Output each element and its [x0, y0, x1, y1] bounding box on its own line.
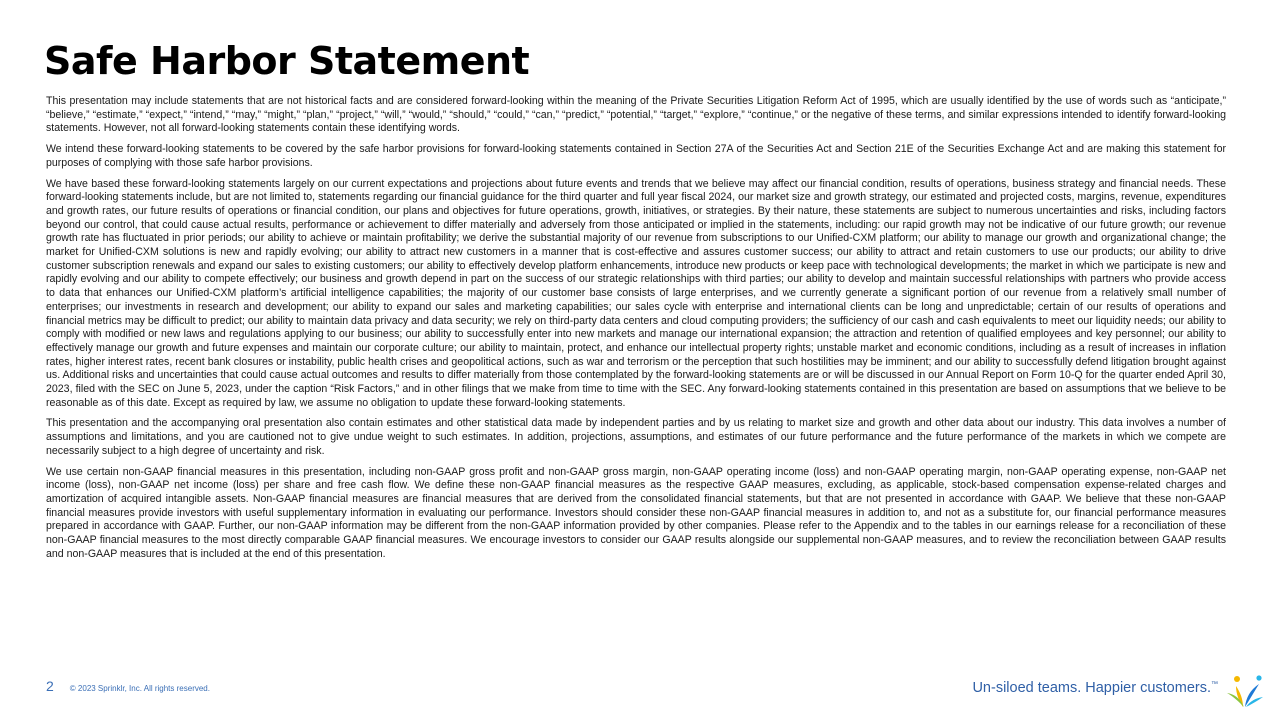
page-title: Safe Harbor Statement	[44, 39, 530, 83]
paragraph-safe-harbor-provisions: We intend these forward-looking statements to be covered by the safe harbor provisions for forward-looking statements contained in Section 27A of the Securities Act and Section 21E of the Securities Exchange Act and are making this statement for purposes of complying with those safe harbor provisions.	[46, 143, 1226, 169]
footer-left	[46, 678, 210, 694]
paragraph-risk-factors: We have based these forward-looking statements largely on our current expectations and projections about future events and trends that we believe may affect our financial condition, results of operations, business strategy and financial needs. These forward-looking statements include, but are not limited to, statements regarding our financial guidance for the third quarter and full year fiscal 2024, our market size and growth strategy, our estimated and projected costs, margins, revenue, expenditures and growth rates, our future results of operations or financial condition, our plans and objectives for future operations, growth, initiatives, or strategies. By their nature, these statements are subject to numerous uncertainties and risks, including factors beyond our control, that could cause actual results, performance or achievement to differ materially and adversely from those anticipated or implied in the statements, including: our rapid growth may not be indicative of our future growth; our revenue growth rate has fluctuated in prior periods; our ability to achieve or maintain profitability; we derive the substantial majority of our revenue from subscriptions to our Unified-CXM platform; our ability to manage our growth and organizational change; the market for Unified-CXM solutions is new and rapidly evolving; our ability to attract new customers in a manner that is cost-effective and assures customer success; our ability to attract and retain customers to use our products; our ability to drive customer subscription renewals and expand our sales to existing customers; our ability to effectively develop platform enhancements, introduce new products or keep pace with technological developments; the market in which we participate is new and rapidly evolving and our ability to compete effectively; our business and growth depend in part on the success of our strategic relationships with third parties; our ability to develop and maintain successful relationships with partners who provide access to data that enhances our Unified-CXM platform’s artificial intelligence capabilities; the majority of our customer base consists of large enterprises, and we currently generate a significant portion of our revenue from a relatively small number of enterprises; our investments in research and development; our ability to expand our sales and marketing capabilities; our sales cycle with enterprise and international clients can be long and unpredictable; certain of our results of operations and financial metrics may be difficult to predict; our ability to maintain data privacy and data security; we rely on third-party data centers and cloud computing providers; the sufficiency of our cash and cash equivalents to meet our liquidity needs; our ability to comply with modified or new laws and regulations applying to our business; our ability to successfully enter into new markets and manage our international expansion; the attraction and retention of qualified employees and key personnel; our ability to effectively manage our growth and future expenses and maintain our corporate culture; our ability to maintain, protect, and enhance our intellectual property rights; unstable market and economic conditions, including as a result of increases in inflation rates, higher interest rates, recent bank closures or instability, public health crises and geopolitical actions, such as war and terrorism or the perception that such hostilities may be imminent; and our ability to successfully defend litigation brought against us. Additional risks and uncertainties that could cause actual outcomes and results to differ materially from those contemplated by the forward-looking statements are or will be discussed in our Annual Report on Form 10-Q for the quarter ended April 30, 2023, filed with the SEC on June 5, 2023, under the caption “Risk Factors,” and in other filings that we make from time to time with the SEC. Any forward-looking statements contained in this presentation are based on assumptions that we believe to be reasonable as of this date. Except as required by law, we assume no obligation to update these forward-looking statements.	[46, 177, 1226, 409]
sprinklr-logo-icon	[1226, 674, 1264, 708]
logo-dot-cyan	[1256, 675, 1261, 680]
tagline	[972, 680, 1218, 696]
paragraph-statistical-data: This presentation and the accompanying oral presentation also contain estimates and other statistical data made by independent parties and by us relating to market size and growth and other data about our industry. This data involves a number of assumptions and limitations, and you are cautioned not to give undue weight to such estimates. In addition, projections, assumptions, and estimates of our future performance and the future performance of the markets in which we compete are necessarily subject to a high degree of uncertainty and risk.	[46, 417, 1226, 457]
safe-harbor-body	[46, 95, 1226, 569]
trademark-symbol: ™	[1211, 681, 1218, 688]
page-number: 2	[46, 678, 54, 694]
paragraph-forward-looking-intro: This presentation may include statements that are not historical facts and are considered forward-looking within the meaning of the Private Securities Litigation Reform Act of 1995, which are usually identified by the use of words such as “anticipate,” “believe,” “estimate,” “expect,” “intend,” “may,” “might,” “plan,” “project,” “will,” “would,” “should,” “could,” “can,” “predict,” “potential,” “target,” “explore,” “continue,” or the negative of these terms, and similar expressions intended to identify forward-looking statements. However, not all forward-looking statements contain these identifying words.	[46, 95, 1226, 135]
logo-dot-yellow	[1234, 676, 1240, 682]
tagline-text: Un-siloed teams. Happier customers.	[972, 680, 1211, 696]
copyright-notice: © 2023 Sprinklr, Inc. All rights reserved.	[69, 684, 210, 693]
paragraph-non-gaap: We use certain non-GAAP financial measures in this presentation, including non-GAAP gross profit and non-GAAP gross margin, non-GAAP operating income (loss) and non-GAAP operating margin, non-GAAP operating expense, non-GAAP net income (loss), non-GAAP net income (loss) per share and free cash flow. We define these non-GAAP financial measures as the respective GAAP measures, excluding, as applicable, stock-based compensation expense-related charges and amortization of acquired intangible assets. Non-GAAP financial measures are financial measures that are derived from the consolidated financial statements, but that are not presented in accordance with GAAP. We believe that these non-GAAP financial measures provide investors with useful supplementary information in evaluating our performance. Investors should consider these non-GAAP financial measures in addition to, and not as a substitute for, our financial performance measures prepared in accordance with GAAP. Further, our non-GAAP information may be different from the non-GAAP information provided by other companies. Please refer to the Appendix and to the tables in our earnings release for a reconciliation of these non-GAAP financial measures to the most directly comparable GAAP financial measures. We encourage investors to consider our GAAP results alongside our supplemental non-GAAP measures, and to review the reconciliation between GAAP results and non-GAAP measures that is included at the end of this presentation.	[46, 465, 1226, 560]
